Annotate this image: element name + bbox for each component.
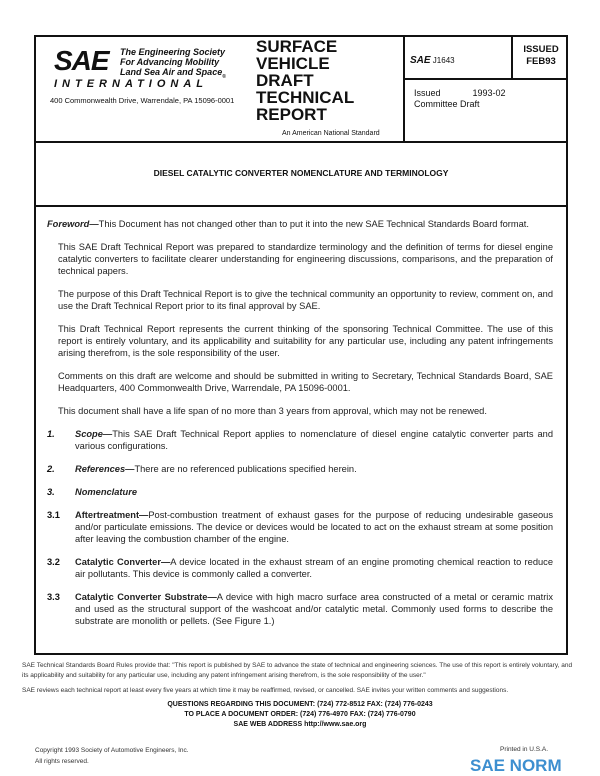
questions-contact: QUESTIONS REGARDING THIS DOCUMENT: (724) 772-8512 FAX: (724) 776-0243 — [167, 701, 433, 708]
order-contact: TO PLACE A DOCUMENT ORDER: (724) 776-4970 FAX: (724) 776-0790 — [184, 711, 416, 718]
section-text: A device located in the exhaust stream of an engine promoting chemical reaction to reduce air pollutants. This device is commonly called a converter. — [75, 557, 553, 579]
policy-notice: SAE Technical Standards Board Rules provide that: "This report is published by SAE to advance the state of technical and engineering sciences. The use of this report is entirely voluntary, and its applicability and suitability for any particular use, including any patent infringement arising therefrom, is the sole responsibility of the user." — [22, 662, 573, 679]
paragraph: This Draft Technical Report represents the current thinking of the sponsoring Technical Committee. The use of this report is entirely voluntary, and its applicability and suitability for any particular use, including any patent infringements arising therefrom, is the sole responsibility of the user. — [58, 324, 553, 358]
issued-badge — [514, 44, 568, 68]
section-references — [47, 463, 553, 475]
international-label: INTERNATIONAL — [54, 78, 209, 90]
document-body — [47, 218, 553, 638]
divider — [403, 35, 405, 142]
section-scope — [47, 428, 553, 452]
sae-norm-watermark: SAE NORM — [470, 756, 562, 775]
section-number: 3.1 — [47, 510, 60, 520]
section-text: Post-combustion treatment of exhaust gases for the purpose of reducing undesirable gaseous and/or particulate emissions. The device or devices would be located to act on the exhaust stream at some position after leaving the combustion chamber of the engine. — [75, 510, 553, 544]
section-text: This SAE Draft Technical Report applies to nomenclature of diesel engine catalytic converter parts and various configurations. — [75, 429, 553, 451]
document-status: Committee Draft — [414, 99, 480, 109]
section-heading: Nomenclature — [75, 487, 137, 497]
divider — [403, 78, 568, 80]
copyright: Copyright 1993 Society of Automotive Engineers, Inc. — [35, 747, 189, 754]
paragraph: This document shall have a life span of no more than 3 years from approval, which may not be renewed. — [58, 406, 487, 416]
report-type-line: VEHICLE — [256, 54, 330, 73]
sae-small-logo: SAE — [410, 55, 431, 66]
foreword-heading: Foreword— — [47, 219, 99, 229]
section-nomenclature — [47, 486, 553, 498]
paragraph: Comments on this draft are welcome and should be submitted in writing to Secretary, Technical Standards Board, SAE Headquarters, 400 Commonwealth Drive, Warrendale, PA 15096-0001. — [58, 371, 553, 393]
doc-number — [410, 55, 455, 66]
section-catalytic-converter — [47, 556, 553, 580]
section-text: A device with high macro surface area constructed of a metal or ceramic matrix and used as the structural support of the washcoat and/or catalytic metal. Commonly used forms to describe the substrate are monolith or pellets. (See Figure 1.) — [75, 592, 553, 626]
issued-badge-label: ISSUED — [523, 44, 559, 55]
section-text: There are no referenced publications specified herein. — [134, 464, 357, 474]
section-heading: Scope— — [75, 429, 113, 439]
section-substrate — [47, 591, 553, 627]
tagline-line: For Advancing Mobility — [120, 57, 220, 67]
rights-notice: All rights reserved. — [35, 758, 89, 765]
issued-badge-date: FEB93 — [526, 56, 556, 67]
foreword-text: This Document has not changed other than to put it into the new SAE Technical Standards Board format. — [98, 219, 529, 229]
foreword — [47, 218, 553, 230]
paragraph: This SAE Draft Technical Report was prepared to standardize terminology and the definition of terms for diesel engine catalytic converters to facilitate clearer understanding for engineering discussions, comparisons, and the preparation of technical papers. — [58, 242, 553, 276]
document-title: DIESEL CATALYTIC CONVERTER NOMENCLATURE AND TERMINOLOGY — [153, 168, 449, 178]
printed-notice: Printed in U.S.A. — [500, 746, 549, 753]
report-type — [256, 38, 354, 123]
paragraph: The purpose of this Draft Technical Report is to give the technical community an opportunity to review, comment on, and use the Draft Technical Report prior to its final approval by SAE. — [58, 289, 553, 311]
section-heading: Aftertreatment— — [75, 510, 149, 520]
report-type-line: SURFACE — [256, 37, 338, 56]
sae-address: 400 Commonwealth Drive, Warrendale, PA 15096-0001 — [50, 96, 235, 105]
section-number: 3. — [47, 487, 55, 497]
sae-logo — [50, 45, 244, 108]
divider — [511, 35, 513, 79]
registered-mark: ® — [222, 73, 226, 80]
review-notice: SAE reviews each technical report at least every five years at which time it may be reaffirmed, revised, or cancelled. SAE invites your written comments and suggestions. — [22, 687, 509, 694]
section-heading: Catalytic Converter Substrate— — [75, 592, 217, 602]
section-number: 2. — [47, 464, 55, 474]
footer — [22, 661, 578, 730]
web-address[interactable]: SAE WEB ADDRESS http://www.sae.org — [233, 721, 367, 728]
divider — [34, 205, 568, 207]
tagline-line: The Engineering Society — [120, 47, 226, 57]
section-number: 3.3 — [47, 592, 60, 602]
section-heading: Catalytic Converter— — [75, 557, 171, 567]
section-heading: References— — [75, 464, 135, 474]
ans-label: An American National Standard — [282, 130, 380, 137]
tagline-line: Land Sea Air and Space — [120, 67, 223, 77]
report-type-line: TECHNICAL — [256, 88, 355, 107]
sae-logo-mark: SAE — [54, 45, 109, 76]
divider — [34, 141, 568, 143]
issued-date: 1993-02 — [472, 88, 506, 98]
doc-number-value: J1643 — [432, 56, 455, 65]
report-type-line: DRAFT — [256, 71, 314, 90]
section-number: 3.2 — [47, 557, 60, 567]
section-number: 1. — [47, 429, 55, 439]
issue-info — [414, 88, 506, 110]
report-type-line: REPORT — [256, 105, 327, 124]
society-tagline — [120, 47, 226, 82]
section-aftertreatment — [47, 509, 553, 545]
issued-label: Issued — [414, 88, 441, 98]
